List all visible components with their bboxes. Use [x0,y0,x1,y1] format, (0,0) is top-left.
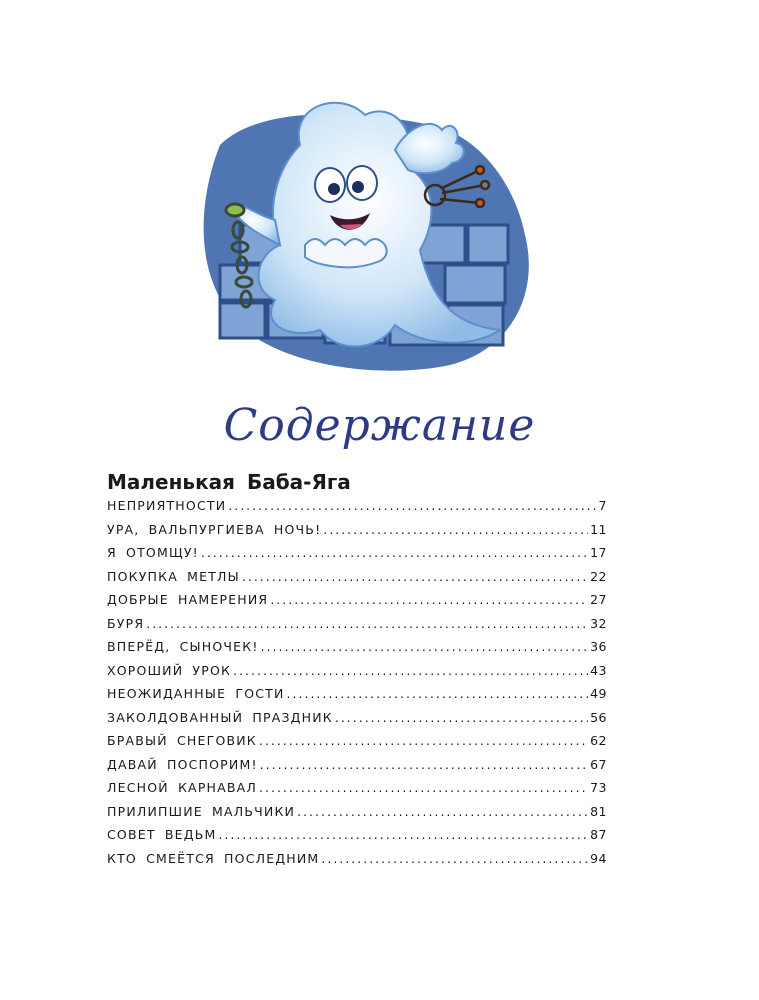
table-of-contents [107,498,607,874]
toc-entry-label: ПОКУПКА МЕТЛЫ [107,568,240,584]
toc-entry[interactable] [107,851,607,875]
dot-leader [233,663,588,678]
dot-leader [218,827,588,842]
toc-entry[interactable] [107,498,607,522]
dot-leader [259,733,588,748]
toc-entry[interactable] [107,545,607,569]
dot-leader [261,639,589,654]
dot-leader [335,710,588,725]
toc-entry-page: 73 [590,780,607,795]
dot-leader [201,545,588,560]
toc-entry[interactable] [107,757,607,781]
toc-entry-label: ЗАКОЛДОВАННЫЙ ПРАЗДНИК [107,709,333,725]
toc-entry[interactable] [107,686,607,710]
toc-entry-label: КТО СМЕЁТСЯ ПОСЛЕДНИМ [107,850,320,866]
toc-entry-label: УРА, ВАЛЬПУРГИЕВА НОЧЬ! [107,521,322,537]
ghost-collar [305,239,387,267]
toc-entry[interactable] [107,804,607,828]
toc-entry-label: ВПЕРЁД, СЫНОЧЕК! [107,639,259,654]
dot-leader [323,522,588,537]
toc-entry[interactable] [107,780,607,804]
dot-leader [287,686,589,701]
toc-entry[interactable] [107,733,607,757]
toc-entry-label: ДАВАЙ ПОСПОРИМ! [107,756,258,772]
dot-leader [228,498,596,513]
toc-entry[interactable] [107,710,607,734]
section-title: Маленькая Баба-Яга [107,470,351,494]
toc-entry-label: ДОБРЫЕ НАМЕРЕНИЯ [107,592,269,607]
toc-entry-page: 17 [590,545,607,560]
dot-leader [260,757,588,772]
dot-leader [259,780,588,795]
toc-entry[interactable] [107,616,607,640]
toc-entry-page: 27 [590,592,607,607]
dot-leader [146,616,588,631]
toc-entry-page: 36 [590,639,607,654]
toc-entry[interactable] [107,827,607,851]
dot-leader [242,569,588,584]
contents-heading: Содержание [223,400,536,451]
toc-entry-label: БУРЯ [107,615,145,631]
toc-entry-label: СОВЕТ ВЕДЬМ [107,827,217,842]
toc-entry-page: 11 [590,521,607,537]
toc-entry-label: Я ОТОМЩУ! [107,545,199,560]
toc-entry-page: 32 [590,615,607,631]
toc-entry-page: 49 [590,686,607,701]
toc-entry-label: ХОРОШИЙ УРОК [107,662,232,678]
toc-entry-label: БРАВЫЙ СНЕГОВИК [107,733,257,748]
toc-entry[interactable] [107,639,607,663]
toc-entry-label: НЕПРИЯТНОСТИ [107,498,227,513]
toc-entry-page: 43 [590,662,607,678]
toc-entry-page: 62 [590,733,607,748]
toc-entry[interactable] [107,592,607,616]
toc-entry-page: 22 [590,568,607,584]
dot-leader [297,804,588,819]
toc-entry-label: НЕОЖИДАННЫЕ ГОСТИ [107,686,285,701]
toc-entry-label: ПРИЛИПШИЕ МАЛЬЧИКИ [107,803,296,819]
toc-entry-page: 7 [598,498,607,513]
toc-entry-page: 56 [590,709,607,725]
toc-entry[interactable] [107,569,607,593]
toc-entry[interactable] [107,663,607,687]
ghost-illustration [180,75,550,390]
toc-entry-page: 87 [590,827,607,842]
dot-leader [321,851,588,866]
toc-entry-page: 67 [590,756,607,772]
toc-entry-label: ЛЕСНОЙ КАРНАВАЛ [107,780,258,795]
toc-entry-page: 94 [590,850,607,866]
toc-entry-page: 81 [590,803,607,819]
toc-entry[interactable] [107,522,607,546]
dot-leader [270,592,588,607]
